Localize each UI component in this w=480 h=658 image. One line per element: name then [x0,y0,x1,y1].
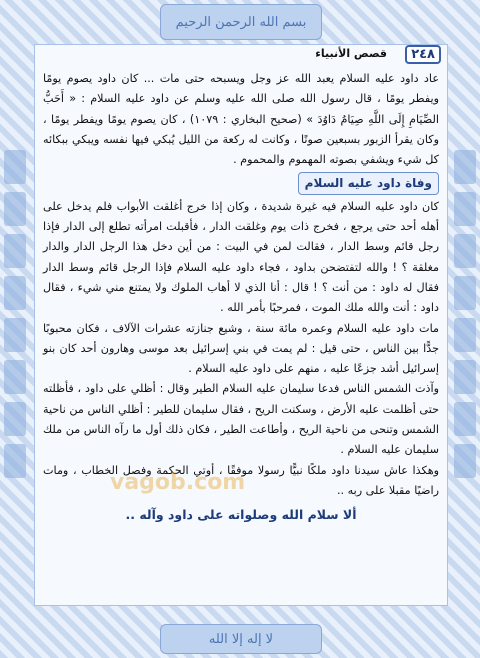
body-text [35,67,447,526]
paragraph: كان داود عليه السلام فيه غيرة شديدة ، وكان إذا خرج أغلقت الأبواب فلم يدخل على أهله أحد حتى يرجع ، فخرج ذات يوم وغلقت الدار ، فأقبلت امرأته تطلع إلى الدار فإذا رجل قائم وسط الدار ، فقالت لمن في البيت : من أين دخل هذا الرجل الدار والدار مغلقة ؟ ! والله لتفتضحن بداود ، فجاء داود عليه السلام فإذا الرجل قائم وسط الدار فقال له داود : من أنت ؟ ! قال : أنا الذي لا أهاب الملوك ولا يمتنع مني شيء ، فقال داود : أنت والله ملك الموت ، فمرحبًا بأمر الله . [43,199,439,315]
book-title: قصص الأنبياء [315,47,387,60]
closing-line: ألا سلام الله وصلواته على داود وآله .. [125,507,357,523]
right-decoration [454,150,476,510]
paragraph: مات داود عليه السلام وعمره مائة سنة ، وشيع جنازته عشرات الآلاف ، فكان محبوبًا جدًّا بين الناس ، حتى قيل : لم يمت في بني إسرائيل بعد موسى وهارون أحد كان بنو إسرائيل أشد جزعًا عليه ، منهم على داود عليه السلام . [43,321,439,376]
left-decoration [4,150,26,510]
paragraph: وآذت الشمس الناس فدعا سليمان عليه السلام الطير وقال : أظلي على داود ، فأظلته حتى أظلمت عليه الأرض ، وسكنت الريح ، فقال سليمان للطير : أظلي الناس من ناحية الشمس وتنحى من ناحية الريح ، وأطاعت الطير ، فكان ذلك أول ما رآه الناس من ملك سليمان عليه السلام . [43,382,439,457]
page-content [34,44,448,606]
watermark: vagob.com [110,470,246,495]
section-title: وفاة داود عليه السلام [298,172,439,194]
page-number: ٢٤٨ [405,45,441,64]
paragraph: وهكذا عاش سيدنا داود ملكًا نبيًّا رسولا موفقًا ، أوتي الحكمة وفصل الخطاب ، ومات راضيًا مقبلا على ربه .. [43,463,439,497]
bottom-calligraphy-banner: لا إله إلا الله [160,624,322,654]
top-calligraphy-banner: بسم الله الرحمن الرحيم [160,4,322,40]
page-header [35,45,447,67]
paragraph: عاد داود عليه السلام يعبد الله عز وجل ويسبحه حتى مات ... كان داود يصوم يومًا ويفطر يومًا ، قال رسول الله صلى الله عليه وسلم عن داود عليه السلام : « أَحَبُّ الصِّيَامِ إِلَى اللَّهِ صِيَامُ دَاوُدَ » (صحيح البخاري : ١٠٧٩) ، كان يصوم يومًا ويفطر يومًا ، وكان يقرأ الزبور بسبعين صوتًا ، وكانت له ركعة من الليل يُبكي فيها نفسه ويبكي ببكائه كل شيء ويشفي بصوته المهموم والمحموم . [43,72,439,167]
